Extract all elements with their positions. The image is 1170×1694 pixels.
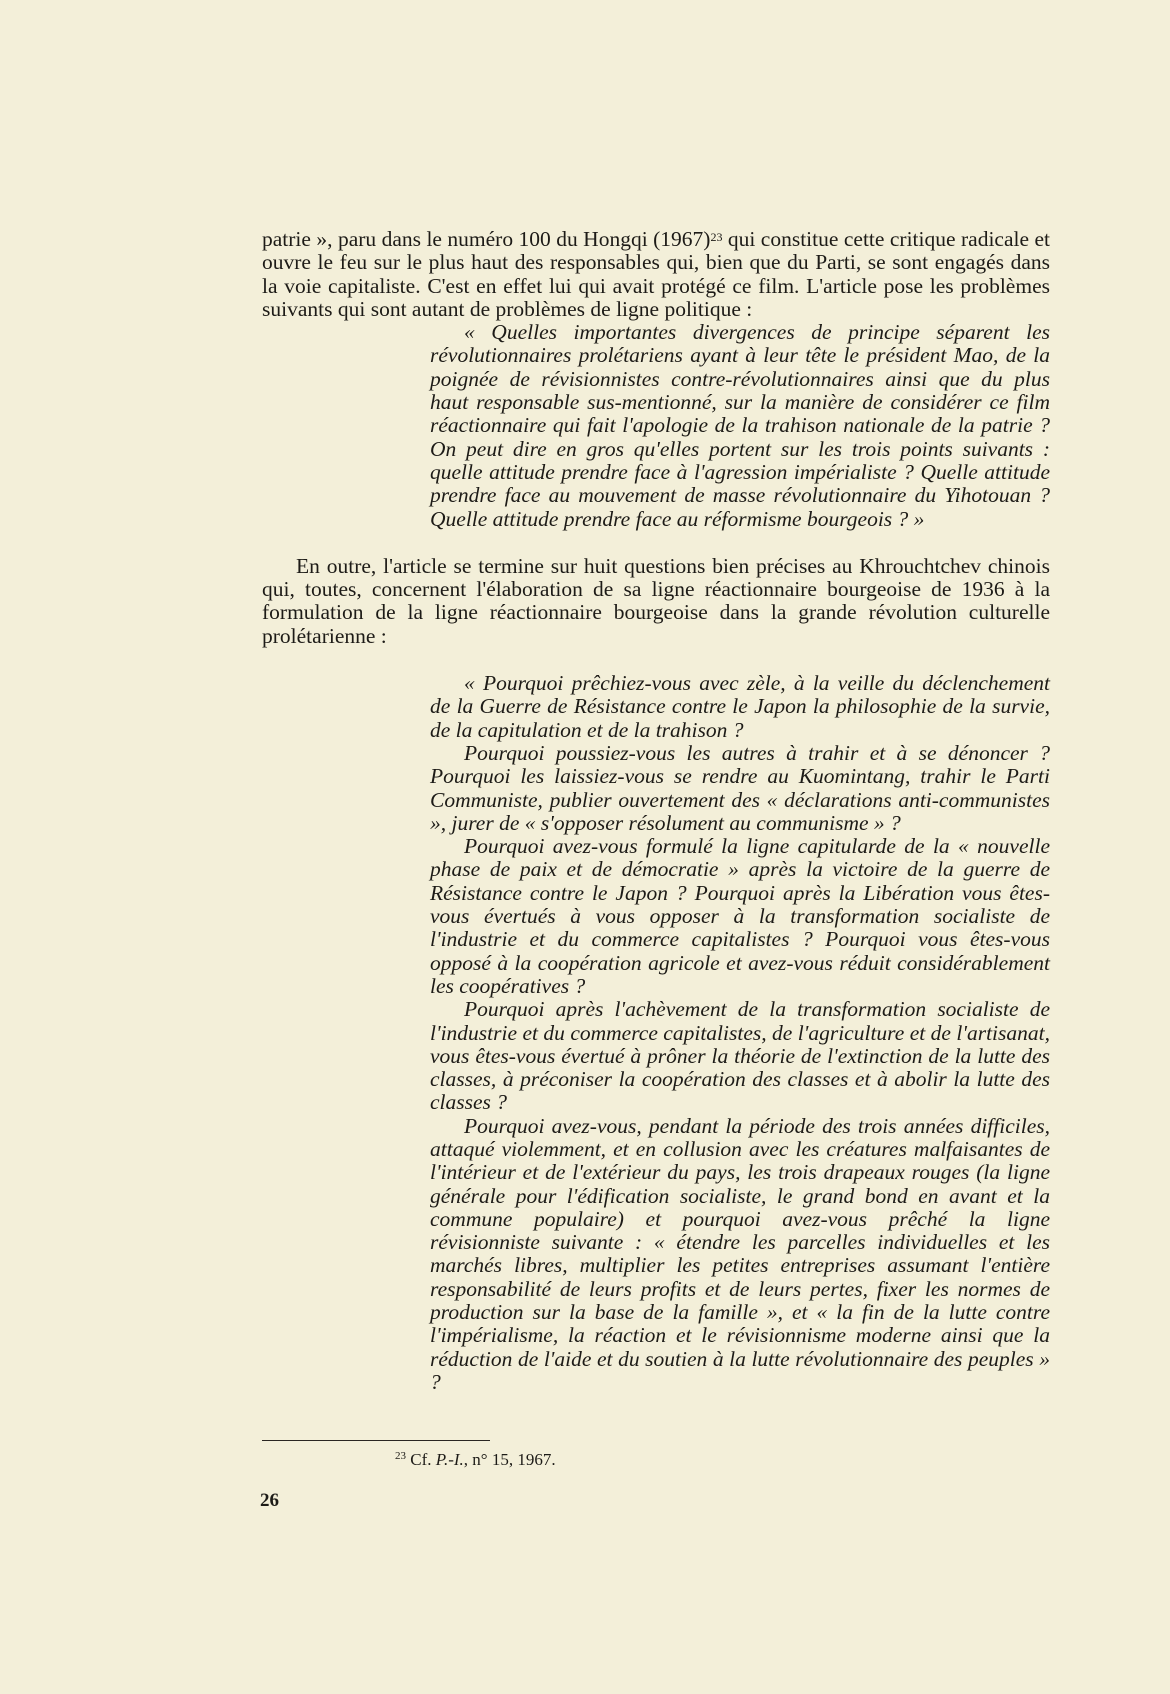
paragraph-intro-rest: qui constitue cette critique radicale et ouvre le feu sur le plus haut des responsables qui, bien que du Parti, se sont engagés dans la voie capitaliste. C'est en effet lui qui avait protégé ce film. L'article pose les problèmes suivants qui sont autant de problèmes de ligne politique : — [262, 227, 1050, 321]
quote-question-5: Pourquoi avez-vous, pendant la période des trois années difficiles, attaqué violemment, et en collusion avec les créatures malfaisantes de l'intérieur et de l'extérieur du pays, les trois drapeaux rouges (la ligne générale pour l'édification socialiste, le grand bond en avant et la commune populaire) et pourquoi avez-vous prêché la ligne révisionniste suivante : « étendre les parcelles individuelles et les marchés libres, multiplier les petites entreprises assumant l'entière responsabilité de leurs profits et de leurs pertes, fixer les normes de production sur la base de la famille », et « la fin de la lutte contre l'impérialisme, la réaction et le révisionnisme moderne ainsi que la réduction de l'aide et du soutien à la lutte révolutionnaire des peuples » ? — [430, 1113, 1050, 1394]
footnote — [395, 1450, 556, 1470]
footnote-reference: 23 — [710, 230, 723, 244]
paragraph-huit-questions: En outre, l'article se termine sur huit questions bien précises au Khrouchtchev chinois qui, toutes, concernent l'élaboration de sa ligne réactionnaire bourgeoise de 1936 à la formulation de la ligne réactionnaire bourgeoise dans la grande révolution culturelle prolétarienne : — [262, 553, 1050, 648]
footnote-suffix: , n° 15, 1967. — [463, 1450, 556, 1469]
footnote-source: P.-I. — [435, 1450, 464, 1469]
quote-question-4: Pourquoi après l'achèvement de la transformation socialiste de l'industrie et du commerce capitalistes, de l'agriculture et de l'artisanat, vous êtes-vous évertué à prôner la théorie de l'extinction de la lutte des classes, à préconiser la coopération des classes et à abolir la lutte des classes ? — [430, 997, 1050, 1115]
footnote-divider — [262, 1440, 490, 1441]
page-number: 26 — [260, 1490, 279, 1511]
quote-question-2: Pourquoi poussiez-vous les autres à trahir et à se dénoncer ? Pourquoi les laissiez-vous se rendre au Kuomintang, trahir le Parti Communiste, publier ouvertement des « déclarations anti-communistes », jurer de « s'opposer résolument au communisme » ? — [430, 740, 1050, 835]
quote-divergences: « Quelles importantes divergences de principe séparent les révolutionnaires prolétariens ayant à leur tête le président Mao, de la poignée de révisionnistes contre-révolutionnaires ainsi que du plus haut responsable sus-mentionné, sur la manière de considérer ce film réactionnaire qui fait l'apologie de la trahison nationale de la patrie ? On peut dire en gros qu'elles portent sur les trois points suivants : quelle attitude prendre face à l'agression impérialiste ? Quelle attitude prendre face au mouvement de masse révolutionnaire du Yihotouan ? Quelle attitude prendre face au réformisme bourgeois ? » — [430, 320, 1050, 531]
quote-question-3: Pourquoi avez-vous formulé la ligne capitularde de la « nouvelle phase de paix et de démocratie » après la victoire de la guerre de Résistance contre le Japon ? Pourquoi après la Libération vous êtes-vous évertués à vous opposer à la transformation socialiste de l'industrie et du commerce capitalistes ? Pourquoi vous êtes-vous opposé à la coopération agricole et avez-vous réduit considérablement les coopératives ? — [430, 834, 1050, 998]
paragraph-intro-start: patrie », paru dans le numéro 100 du Hongqi (1967) — [262, 227, 711, 251]
footnote-prefix: Cf. — [410, 1450, 436, 1469]
body-text — [262, 228, 1050, 1394]
paragraph-intro — [262, 228, 1050, 321]
quote-question-1: « Pourquoi prêchiez-vous avec zèle, à la veille du déclenchement de la Guerre de Résistance contre le Japon la philosophie de la survie, de la capitulation et de la trahison ? — [430, 671, 1050, 742]
footnote-number: 23 — [395, 1450, 406, 1462]
